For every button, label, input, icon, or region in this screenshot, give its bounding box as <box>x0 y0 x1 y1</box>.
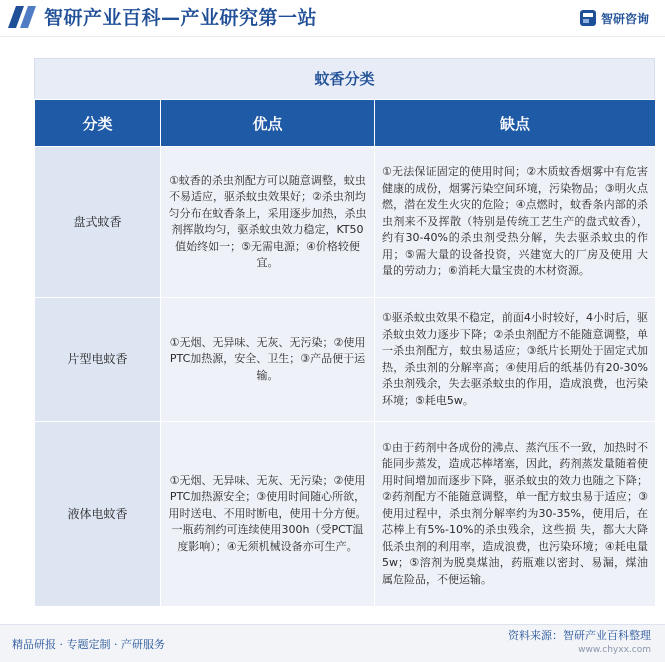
brand-logo-icon <box>580 10 596 26</box>
cons-cell: ①无法保证固定的使用时间；②木质蚊香烟雾中有危害健康的成份，烟雾污染空间环境，污染物品；③明火点燃，潜在发生火灾的危险；④点燃时，蚊香条内部的杀虫剂来不及挥散（特别是传统工艺生产的盘式蚊香），约有30-40%的杀虫剂受热分解，失去驱杀蚊虫的作用；⑤需大量的设备投资，兴建宽大的厂房及使用 大量的劳动力；⑥消耗大量宝贵的木材资源。 <box>375 147 656 298</box>
table-row <box>35 147 656 298</box>
category-cell: 液体电蚊香 <box>35 422 161 607</box>
pros-cell: ①无烟、无异味、无灰、无污染；②使用PTC加热源安全；③使用时间随心所欲，用时送电、不用时断电，使用十分方便。一瓶药剂约可连续使用300h（受PCT温度影响）；④无须机械设备亦可生产。 <box>161 422 375 607</box>
table-title: 蚊香分类 <box>34 58 655 99</box>
brand-logo-text: 智研咨询 <box>600 11 649 26</box>
page-header <box>0 0 665 37</box>
column-header-cons: 缺点 <box>375 100 656 147</box>
table-header-row <box>35 100 656 147</box>
footer-source-block <box>508 627 651 655</box>
footer-services: 精品研报 · 专题定制 · 产研服务 <box>12 638 165 651</box>
table-row <box>35 422 656 607</box>
brand-logo[interactable] <box>580 8 649 28</box>
cons-cell: ①驱杀蚊虫效果不稳定，前面4小时较好，4小时后，驱杀蚊虫效力逐步下降；②杀虫剂配方不能随意调整，单一杀虫剂配方，蚊虫易适应；③纸片长期处于固定式加热，杀虫剂的分解率高；④使用后的纸基仍有20-30%杀虫剂残余，失去驱杀蚊虫的作用，造成浪费，也污染环境；⑤耗电5w。 <box>375 298 656 422</box>
page-footer <box>0 624 665 662</box>
cons-cell: ①由于药剂中各成份的沸点、蒸汽压不一致，加热时不能同步蒸发，造成芯棒堵塞，因此，药剂蒸发量随着使用时间增加而逐步下降，驱杀蚊虫的效力也随之下降；②药剂配方不能随意调整，单一配方蚊虫易于适应；③使用过程中，杀虫剂分解率约为30-35%，使用后，在芯棒上有5%-10%的杀虫残余，这些损 失，都大大降低杀虫剂的利用率，造成浪费，也污染环境；④耗电量5w；⑤溶剂为脱臭煤油，药瓶难以密封、易漏，煤油属危险品，不便运输。 <box>375 422 656 607</box>
pros-cell: ①无烟、无异味、无灰、无污染；②使用PTC加热源，安全、卫生；③产品便于运输。 <box>161 298 375 422</box>
category-cell: 盘式蚊香 <box>35 147 161 298</box>
footer-source: 资料来源：智研产业百科整理 <box>508 629 651 642</box>
pros-cell: ①蚊香的杀虫剂配方可以随意调整，蚊虫不易适应，驱杀蚊虫效果好；②杀虫剂均匀分布在蚊香条上，采用逐步加热，杀虫剂挥散均匀，驱杀蚊虫效力稳定，KT50值始终如一；⑤无需电源；④价格较便宜。 <box>161 147 375 298</box>
category-cell: 片型电蚊香 <box>35 298 161 422</box>
column-header-category: 分类 <box>35 100 161 147</box>
comparison-table <box>34 99 656 607</box>
footer-url-link[interactable]: www.chyxx.com <box>578 645 651 655</box>
column-header-pros: 优点 <box>161 100 375 147</box>
table-row <box>35 298 656 422</box>
page-title: 智研产业百科—产业研究第一站 <box>44 7 318 29</box>
comparison-table-container <box>34 58 655 607</box>
